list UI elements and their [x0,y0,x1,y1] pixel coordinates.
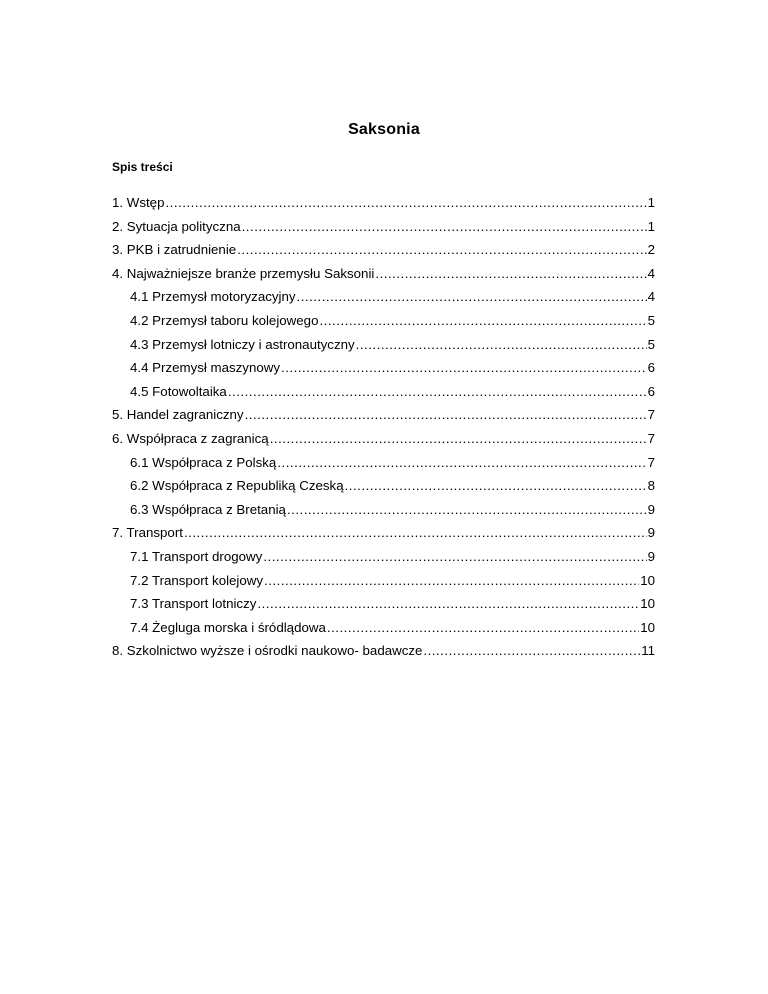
toc-dot-leader [242,215,647,239]
toc-entry-label[interactable]: 6. Współpraca z zagranicą [112,430,269,446]
toc-entry[interactable] [112,285,655,309]
toc-dot-leader [277,451,646,475]
toc-entry[interactable] [112,215,655,239]
toc-entry-page-number: 9 [647,548,655,564]
toc-entry[interactable] [112,262,655,286]
toc-entry-page-number: 10 [640,619,655,635]
toc-entry-page-number: 9 [647,501,655,517]
toc-dot-leader [287,498,647,522]
toc-dot-leader [297,285,647,309]
toc-dot-leader [345,474,647,498]
toc-entry[interactable] [112,309,655,333]
toc-entry-page-number: 1 [647,218,655,234]
toc-entry-label[interactable]: 7. Transport [112,525,183,541]
toc-entry-page-number: 9 [647,525,655,541]
toc-entry[interactable] [112,498,655,522]
toc-entry-label[interactable]: 7.4 Żegluga morska i śródlądowa [130,619,326,635]
toc-dot-leader [423,639,640,663]
table-of-contents [112,191,655,663]
toc-dot-leader [245,403,647,427]
toc-dot-leader [281,356,647,380]
toc-dot-leader [165,191,646,215]
toc-entry-page-number: 4 [647,289,655,305]
toc-dot-leader [327,616,639,640]
toc-entry[interactable] [112,592,655,616]
toc-entry-page-number: 10 [640,596,655,612]
toc-dot-leader [257,592,639,616]
toc-entry-page-number: 6 [647,383,655,399]
toc-dot-leader [319,309,646,333]
toc-dot-leader [356,333,647,357]
toc-entry-label[interactable]: 4.2 Przemysł taboru kolejowego [130,312,319,328]
toc-entry-label[interactable]: 1. Wstęp [112,195,165,210]
toc-entry-label[interactable]: 3. PKB i zatrudnienie [112,242,237,258]
toc-entry[interactable] [112,356,655,380]
toc-entry-page-number: 1 [647,195,655,210]
toc-entry[interactable] [112,191,655,215]
toc-entry-page-number: 11 [641,643,655,659]
toc-entry-label[interactable]: 8. Szkolnictwo wyższe i ośrodki naukowo- badawcze [112,643,423,659]
toc-entry-label[interactable]: 4.5 Fotowoltaika [130,383,227,399]
toc-dot-leader [237,238,646,262]
toc-entry-label[interactable]: 4.1 Przemysł motoryzacyjny [130,289,296,305]
toc-entry-label[interactable]: 7.1 Transport drogowy [130,548,263,564]
toc-entry[interactable] [112,474,655,498]
document-title: Saksonia [348,121,420,138]
toc-dot-leader [375,262,646,286]
toc-entry-page-number: 7 [647,407,655,423]
toc-entry[interactable] [112,380,655,404]
toc-heading: Spis treści [112,160,173,174]
toc-entry-page-number: 7 [647,454,655,470]
toc-entry[interactable] [112,639,655,663]
toc-entry-page-number: 8 [647,478,655,494]
toc-entry[interactable] [112,569,655,593]
toc-dot-leader [228,380,647,404]
toc-entry[interactable] [112,333,655,357]
toc-entry-page-number: 6 [647,360,655,376]
toc-entry-label[interactable]: 4.3 Przemysł lotniczy i astronautyczny [130,336,355,352]
toc-entry-page-number: 10 [640,572,655,588]
toc-entry[interactable] [112,238,655,262]
toc-entry[interactable] [112,521,655,545]
toc-entry-label[interactable]: 4.4 Przemysł maszynowy [130,360,280,376]
toc-entry-label[interactable]: 5. Handel zagraniczny [112,407,244,423]
toc-entry-page-number: 5 [647,312,655,328]
toc-entry-label[interactable]: 6.2 Współpraca z Republiką Czeską [130,478,344,494]
toc-entry[interactable] [112,427,655,451]
toc-entry-page-number: 7 [647,430,655,446]
toc-entry[interactable] [112,616,655,640]
toc-entry-page-number: 5 [647,336,655,352]
toc-entry-label[interactable]: 6.3 Współpraca z Bretanią [130,501,286,517]
toc-dot-leader [264,569,639,593]
toc-entry[interactable] [112,451,655,475]
toc-dot-leader [270,427,647,451]
toc-entry-page-number: 2 [647,242,655,258]
toc-entry-label[interactable]: 6.1 Współpraca z Polską [130,454,277,470]
toc-entry-label[interactable]: 7.3 Transport lotniczy [130,596,257,612]
toc-entry[interactable] [112,545,655,569]
toc-dot-leader [263,545,646,569]
toc-entry-label[interactable]: 4. Najważniejsze branże przemysłu Saksonii [112,265,375,281]
toc-dot-leader [184,521,647,545]
toc-entry[interactable] [112,403,655,427]
toc-entry-page-number: 4 [647,265,655,281]
toc-entry-label[interactable]: 2. Sytuacja polityczna [112,218,241,234]
toc-entry-label[interactable]: 7.2 Transport kolejowy [130,572,264,588]
